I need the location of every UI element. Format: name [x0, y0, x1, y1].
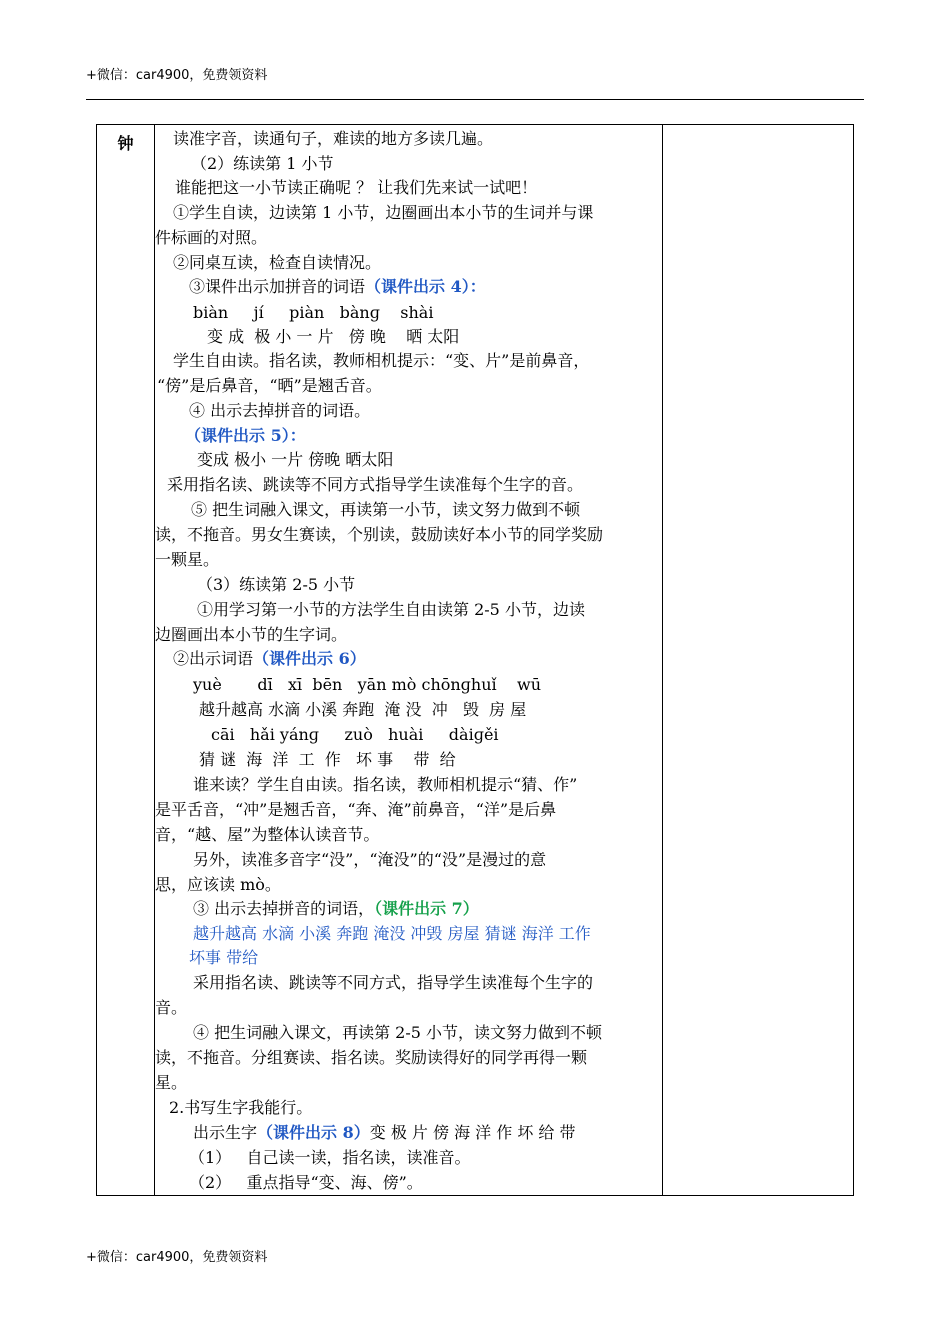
text-line: ②同桌互读，检查自读情况。 [173, 253, 382, 272]
text-line: 越升越高 水滴 小溪 奔跑 淹 没 冲 毁 房 屋 [199, 700, 527, 719]
courseware-ref: （课件出示 7） [374, 899, 479, 918]
courseware-ref: （课件出示 8） [257, 1123, 370, 1142]
text-line: 读，不拖音。男女生赛读，个别读，鼓励读好本小节的同学奖励 [155, 525, 604, 544]
text-line [185, 426, 306, 446]
text-line: 另外，读准多音字“没”，“淹没”的“没”是漫过的意 [193, 850, 547, 869]
text-line: 读，不拖音。分组赛读、指名读。奖励读得好的同学再得一颗 [155, 1048, 588, 1067]
text-line: （3）练读第 2-5 小节 [197, 575, 356, 594]
text-line: （2）练读第 1 小节 [191, 154, 334, 173]
lesson-table [96, 124, 854, 1196]
text-line: ②出示词语（课件出示 6） [173, 649, 366, 668]
text-line: 音。 [155, 998, 188, 1017]
text-line: ③课件出示加拼音的词语（课件出示 4）： [189, 277, 486, 296]
pinyin-line: biàn jí piàn bànɡ shài [193, 303, 434, 322]
text-line: 2.书写生字我能行。 [169, 1098, 313, 1117]
courseware-ref: （课件出示 5）： [185, 426, 306, 445]
page-footer: +微信：car4900，免费领资料 [86, 1250, 268, 1265]
text-line: （1） 自己读一读，指名读，读准音。 [189, 1148, 471, 1167]
text-line: 读准字音，读通句子，难读的地方多读几遍。 [173, 129, 494, 148]
text-line: ⑤ 把生词融入课文，再读第一小节，读文努力做到不顿 [191, 500, 581, 519]
text-line: （2） 重点指导“变、海、傍”。 [189, 1173, 423, 1192]
text-line: 一颗星。 [155, 550, 220, 569]
text-line: “傍”是后鼻音，“晒”是翘舌音。 [157, 376, 382, 395]
page-header: +微信：car4900，免费领资料 [86, 68, 268, 83]
pinyin-line: cāi hǎi yánɡ zuò huài dàiɡěi [211, 725, 499, 744]
column-divider-1 [154, 125, 155, 1195]
text-line: 谁来读？学生自由读。指名读，教师相机提示“猜、作” [193, 775, 578, 794]
courseware-ref: （课件出示 6） [253, 649, 366, 668]
text-line: 思，应该读 mò。 [155, 875, 281, 894]
text-line: 边圈画出本小节的生字词。 [155, 625, 348, 644]
column-divider-2 [662, 125, 663, 1195]
text-line: ①用学习第一小节的方法学生自由读第 2-5 小节，边读 [197, 600, 585, 619]
text-line: 变 成 极 小 一 片 傍 晚 晒 太阳 [207, 327, 460, 346]
text-line: 出示生字（课件出示 8）变 极 片 傍 海 洋 作 坏 给 带 [193, 1123, 576, 1142]
text-line: 件标画的对照。 [155, 228, 268, 247]
text-line: 变成 极小 一片 傍晚 晒太阳 [197, 450, 394, 469]
text-line: 星。 [155, 1073, 188, 1092]
courseware-ref: （课件出示 4）： [365, 277, 486, 296]
text-line: 采用指名读、跳读等不同方式指导学生读准每个生字的音。 [167, 475, 584, 494]
text-line: ①学生自读，边读第 1 小节，边圈画出本小节的生词并与课 [173, 203, 594, 222]
text-line: 猜 谜 海 洋 工 作 坏 事 带 给 [199, 750, 456, 769]
text-line: ④ 出示去掉拼音的词语。 [189, 401, 371, 420]
text-line: ③ 出示去掉拼音的词语，（课件出示 7） [193, 899, 479, 918]
text-line: 是平舌音，“冲”是翘舌音，“奔、淹”前鼻音，“洋”是后鼻 [155, 800, 557, 819]
text-line: ④ 把生词融入课文，再读第 2-5 小节，读文努力做到不顿 [193, 1023, 603, 1042]
text-line: 坏事 带给 [189, 948, 259, 967]
text-line: 学生自由读。指名读，教师相机提示：“变、片”是前鼻音， [173, 351, 590, 370]
text-line: 越升越高 水滴 小溪 奔跑 淹没 冲毁 房屋 猜谜 海洋 工作 [193, 924, 591, 943]
header-rule [86, 99, 864, 100]
text-line: 音，“越、屋”为整体认读音节。 [155, 825, 380, 844]
pinyin-line: yuè dī xī bēn yān mò chōnɡhuǐ wū [193, 675, 541, 694]
text-line: 谁能把这一小节读正确呢 ？ 让我们先来试一试吧！ [175, 178, 538, 197]
left-cell-label: 钟 [117, 134, 134, 153]
text-line: 采用指名读、跳读等不同方式，指导学生读准每个生字的 [193, 973, 594, 992]
